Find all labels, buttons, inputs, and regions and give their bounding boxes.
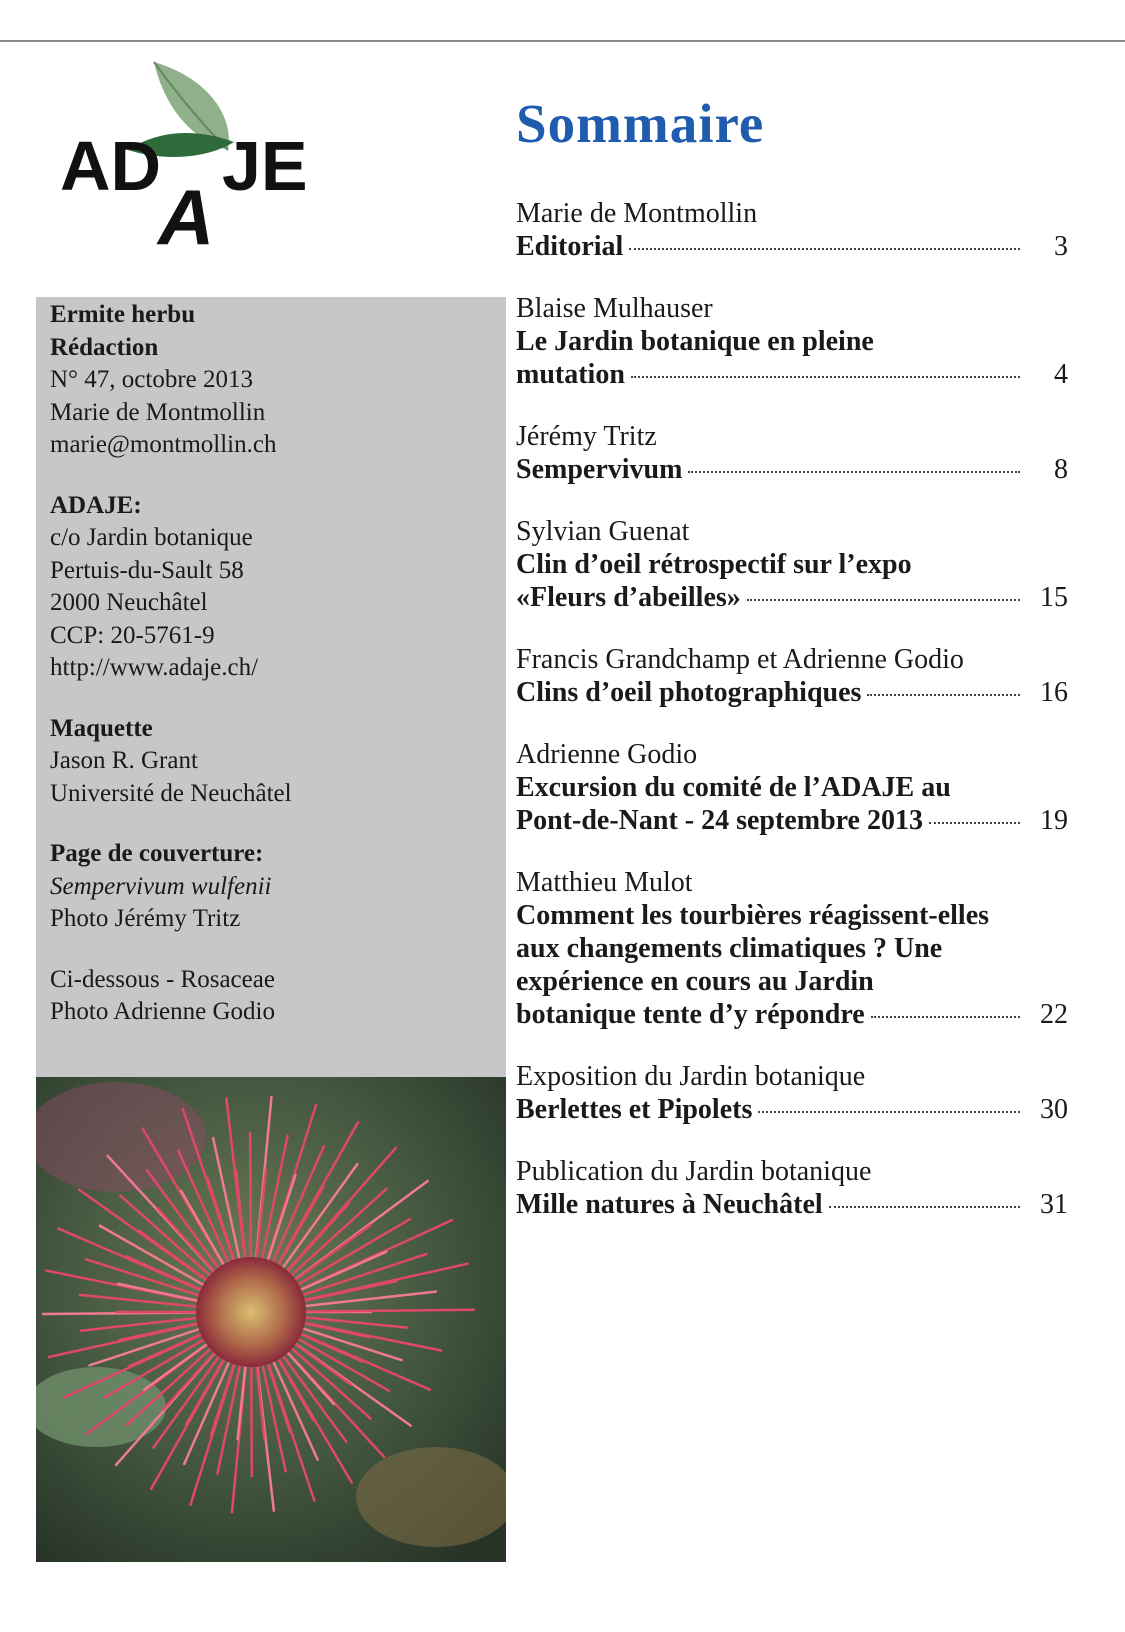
toc-title: Editorial [516,231,624,262]
toc-row [516,998,1068,1031]
page-number: 30 [1040,1094,1068,1125]
logo-text-je: JE [222,127,308,205]
page-number: 31 [1040,1189,1068,1220]
sidebar-line[interactable]: http://www.adaje.ch/ [50,654,259,681]
sidebar-line: Pertuis-du-Sault 58 [50,556,244,584]
sidebar-block [50,490,506,685]
toc-title: Sempervivum [516,454,683,485]
toc-author: Sylvian Guenat [516,516,690,547]
sidebar-line: Marie de Montmollin [50,398,266,426]
toc-title-line: Le Jardin botanique en pleine [516,326,874,357]
sidebar-line: Maquette [50,714,153,742]
page-number: 3 [1054,231,1068,262]
toc-row [516,230,1068,263]
page-number: 15 [1040,582,1068,613]
toc-author: Francis Grandchamp et Adrienne Godio [516,644,964,675]
toc-author: Blaise Mulhauser [516,293,713,324]
sidebar-line: Page de couverture: [50,840,264,867]
sidebar-line: 2000 Neuchâtel [50,589,208,616]
sidebar-line: Sempervivum wulfenii [50,872,272,900]
page-title: Sommaire [516,93,765,154]
toc-title-line: expérience en cours au Jardin [516,966,874,997]
toc-author: Adrienne Godio [516,739,698,770]
toc-entry[interactable] [516,738,1068,837]
toc-title: mutation [516,359,625,390]
toc-title-line: Excursion du comité de l’ADAJE au [516,772,951,803]
sidebar-line: Ci-dessous - Rosaceae [50,965,275,993]
table-of-contents [516,197,1068,1250]
toc-row [516,676,1068,709]
toc-title-line: aux changements climatiques ? Une [516,933,943,964]
toc-title: Clins d’oeil photographiques [516,677,862,708]
logo-text-ad: AD [60,127,162,205]
sidebar-line: Ermite herbu [50,301,196,328]
toc-row [516,358,1068,391]
toc-row [516,1188,1068,1221]
toc-title: botanique tente d’y répondre [516,999,865,1030]
dot-leader [688,471,1020,473]
sidebar-line[interactable]: marie@montmollin.ch [50,431,277,458]
page-number: 19 [1040,805,1068,836]
sidebar-line: ADAJE: [50,491,142,519]
dot-leader [867,694,1020,696]
top-rule [0,40,1125,42]
toc-title: Mille natures à Neuchâtel [516,1189,823,1220]
dot-leader [758,1111,1020,1113]
dot-leader [871,1016,1020,1018]
toc-entry[interactable] [516,1155,1068,1221]
sidebar-line: Photo Adrienne Godio [50,998,275,1025]
toc-row [516,804,1068,837]
logo-text-a: A [158,173,215,261]
masthead-sidebar [36,297,506,1077]
toc-entry[interactable] [516,1060,1068,1126]
toc-author: Exposition du Jardin botanique [516,1061,866,1092]
toc-entry[interactable] [516,292,1068,391]
sidebar-line: c/o Jardin botanique [50,524,253,551]
toc-entry[interactable] [516,420,1068,486]
flower-photo-icon [36,1077,506,1562]
page-number: 4 [1054,359,1068,390]
dot-leader [829,1206,1020,1208]
toc-author: Matthieu Mulot [516,867,693,898]
sidebar-line: Jason R. Grant [50,747,198,774]
toc-title-line: Clin d’oeil rétrospectif sur l’expo [516,549,912,580]
toc-author: Publication du Jardin botanique [516,1156,872,1187]
flower-photo [36,1077,506,1562]
toc-title: Pont-de-Nant - 24 septembre 2013 [516,805,923,836]
toc-entry[interactable] [516,197,1068,263]
sidebar-line: CCP: 20-5761-9 [50,621,215,649]
dot-leader [629,248,1020,250]
toc-row [516,1093,1068,1126]
dot-leader [631,376,1020,378]
sidebar-line: Rédaction [50,333,159,361]
toc-author: Marie de Montmollin [516,198,758,229]
page-number: 8 [1054,454,1068,485]
sidebar-line: Université de Neuchâtel [50,779,292,807]
dot-leader [747,599,1020,601]
toc-title: Berlettes et Pipolets [516,1094,753,1125]
toc-entry[interactable] [516,515,1068,614]
sidebar-line: N° 47, octobre 2013 [50,366,254,393]
sidebar-block [50,713,506,811]
toc-entry[interactable] [516,643,1068,709]
adaje-logo [58,58,348,268]
toc-row [516,453,1068,486]
toc-row [516,581,1068,614]
sidebar-block [50,299,506,462]
toc-entry[interactable] [516,866,1068,1031]
toc-title-line: Comment les tourbières réagissent-elles [516,900,990,931]
toc-title: «Fleurs d’abeilles» [516,582,741,613]
leaf-logo-icon [58,58,348,268]
page-number: 22 [1040,999,1068,1030]
page-number: 16 [1040,677,1068,708]
sidebar-block [50,964,506,1029]
sidebar-line: Photo Jérémy Tritz [50,905,241,932]
dot-leader [929,822,1020,824]
toc-author: Jérémy Tritz [516,421,657,452]
sidebar-block [50,838,506,936]
